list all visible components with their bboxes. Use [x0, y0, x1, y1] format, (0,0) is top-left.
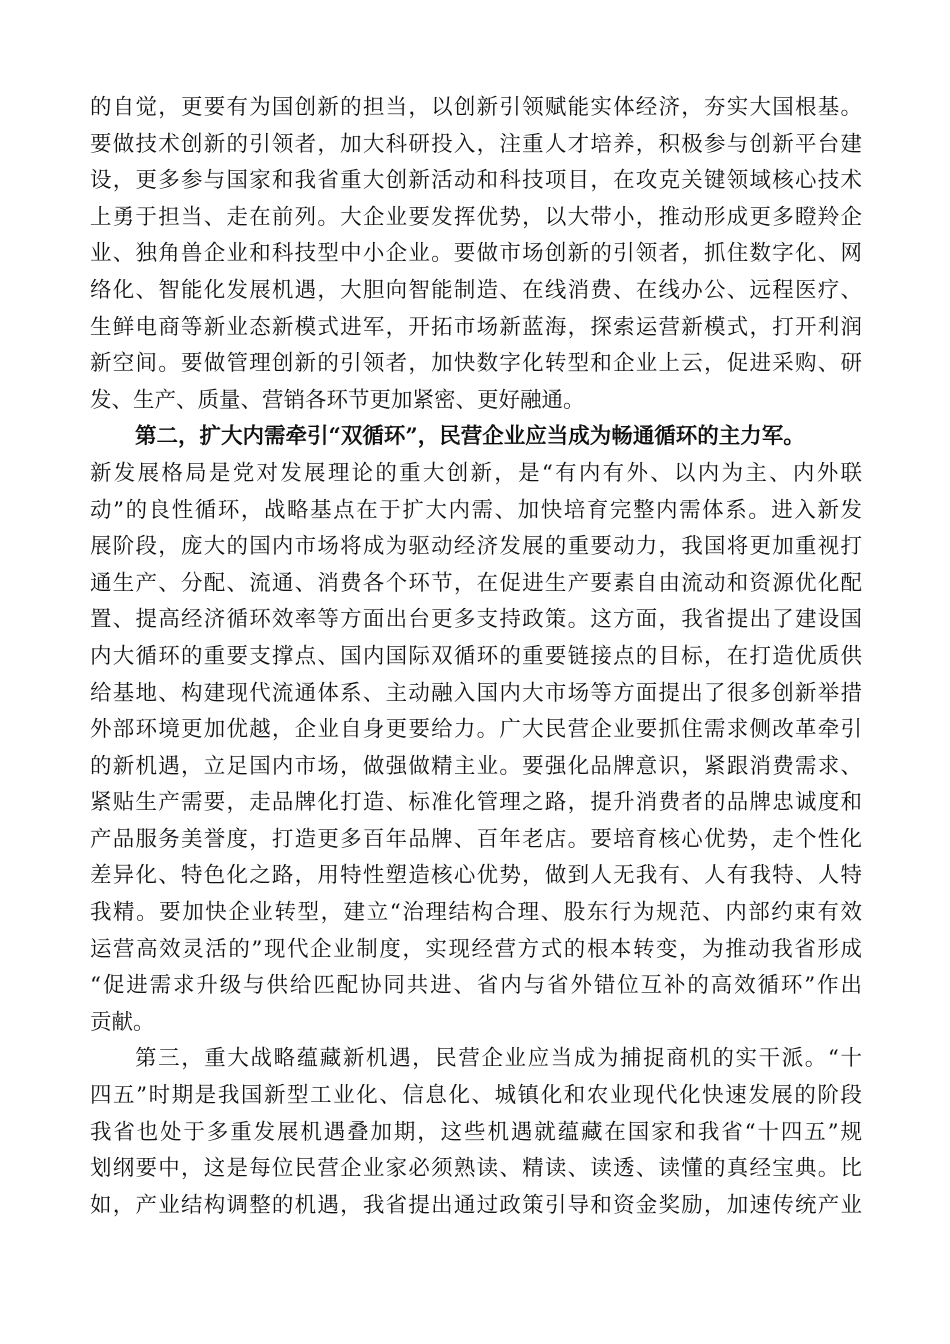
text-line: 运营高效灵活的”现代企业制度，实现经营方式的根本转变，为推动我省形成: [90, 936, 862, 962]
section-heading-2: 第二，扩大内需牵引“双循环”，民营企业应当成为畅通循环的主力军。: [135, 424, 805, 450]
text-line: 内大循环的重要支撑点、国内国际双循环的重要链接点的目标，在打造优质供: [90, 643, 862, 669]
text-line: 我精。要加快企业转型，建立“治理结构合理、股东行为规范、内部约束有效: [90, 900, 862, 926]
text-line: 产品服务美誉度，打造更多百年品牌、百年老店。要培育核心优势，走个性化: [90, 826, 862, 852]
text-line: 络化、智能化发展机遇，大胆向智能制造、在线消费、在线办公、远程医疗、: [90, 277, 862, 303]
text-line: 设，更多参与国家和我省重大创新活动和科技项目，在攻克关键领域核心技术: [90, 168, 862, 194]
text-line: 划纲要中，这是每位民营企业家必须熟读、精读、读透、读懂的真经宝典。比: [90, 1156, 862, 1182]
text-line: 我省也处于多重发展机遇叠加期，这些机遇就蕴藏在国家和我省“十四五”规: [90, 1119, 862, 1145]
text-line: 新空间。要做管理创新的引领者，加快数字化转型和企业上云，促进采购、研: [90, 351, 862, 377]
text-line: 贡献。: [90, 1009, 155, 1035]
text-line: 四五”时期是我国新型工业化、信息化、城镇化和农业现代化快速发展的阶段: [90, 1083, 862, 1109]
text-line: 新发展格局是党对发展理论的重大创新，是“有内有外、以内为主、内外联: [90, 460, 862, 486]
text-line: 要做技术创新的引领者，加大科研投入，注重人才培养，积极参与创新平台建: [90, 131, 862, 157]
text-line: 紧贴生产需要，走品牌化打造、标准化管理之路，提升消费者的品牌忠诚度和: [90, 790, 862, 816]
text-line: 外部环境更加优越，企业自身更要给力。广大民营企业要抓住需求侧改革牵引: [90, 717, 862, 743]
body-text: [90, 90, 862, 1224]
text-line: 的自觉，更要有为国创新的担当，以创新引领赋能实体经济，夯实大国根基。: [90, 95, 862, 120]
text-line: 业、独角兽企业和科技型中小企业。要做市场创新的引领者，抓住数字化、网: [90, 241, 862, 267]
text-line: 差异化、特色化之路，用特性塑造核心优势，做到人无我有、人有我特、人特: [90, 863, 862, 889]
text-line: 生鲜电商等新业态新模式进军，开拓市场新蓝海，探索运营新模式，打开利润: [90, 314, 862, 340]
text-line: 上勇于担当、走在前列。大企业要发挥优势，以大带小，推动形成更多瞪羚企: [90, 204, 862, 230]
section-heading-3: 第三，重大战略蕴藏新机遇，民营企业应当成为捕捉商机的实干派。“十: [135, 1046, 862, 1072]
text-line: 通生产、分配、流通、消费各个环节，在促进生产要素自由流动和资源优化配: [90, 570, 862, 596]
text-line: 动”的良性循环，战略基点在于扩大内需、加快培育完整内需体系。进入新发: [90, 497, 862, 523]
text-line: 给基地、构建现代流通体系、主动融入国内大市场等方面提出了很多创新举措: [90, 680, 862, 706]
text-line: 置、提高经济循环效率等方面出台更多支持政策。这方面，我省提出了建设国: [90, 607, 862, 633]
text-line: 的新机遇，立足国内市场，做强做精主业。要强化品牌意识，紧跟消费需求、: [90, 753, 862, 779]
text-line: 展阶段，庞大的国内市场将成为驱动经济发展的重要动力，我国将更加重视打: [90, 534, 862, 560]
text-line: 发、生产、质量、营销各环节更加紧密、更好融通。: [90, 387, 585, 413]
text-line: 如，产业结构调整的机遇，我省提出通过政策引导和资金奖励，加速传统产业: [90, 1192, 862, 1218]
text-line: “促进需求升级与供给匹配协同共进、省内与省外错位互补的高效循环”作出: [90, 973, 862, 999]
